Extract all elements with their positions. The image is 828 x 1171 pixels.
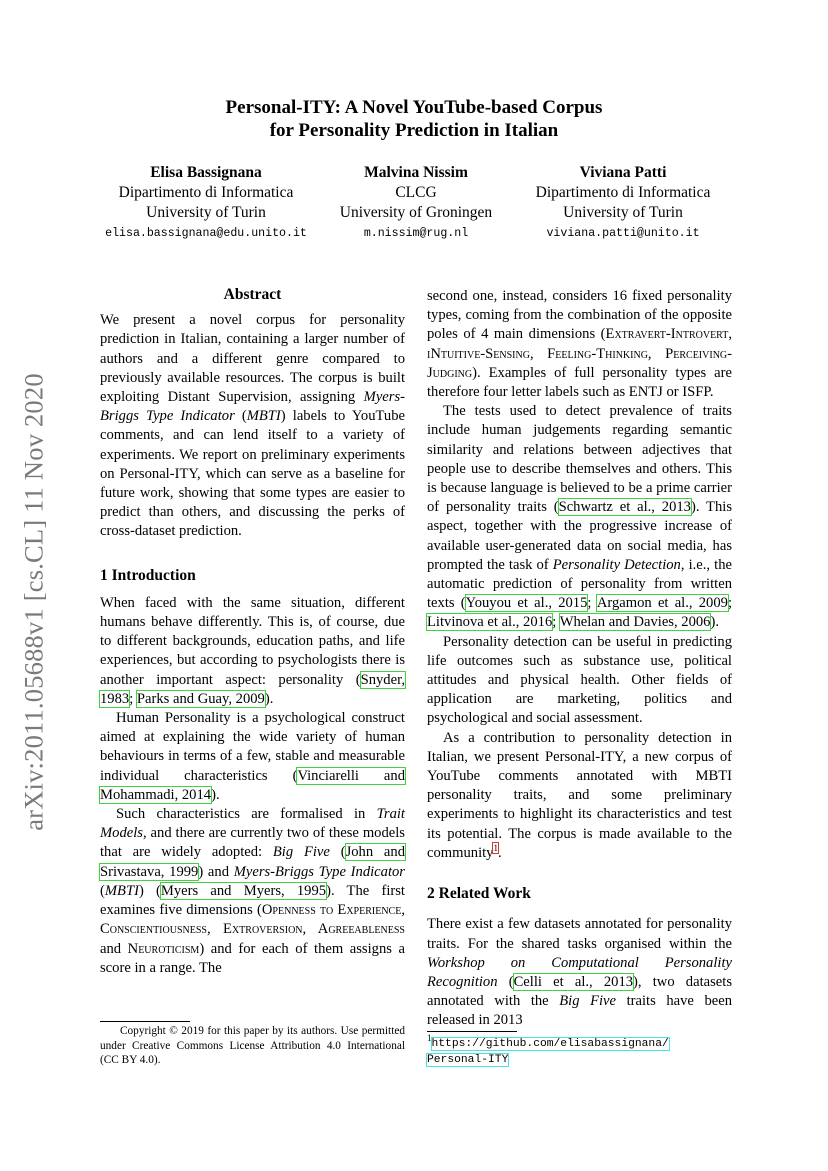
left-column [100, 285, 405, 978]
abstract-text: We present a novel corpus for personality prediction in Italian, containing a larger number of authors and a different genre compared to previously available resources. The corpus is built exploiting Distant Supervision, assigning Myers-Briggs Type Indicator (MBTI) labels to YouTube comments, and can lend itself to a variety of experiments. We report on preliminary experiments on Personal-ITY, which can serve as a baseline for future work, showing that some types are easier to predict than others, and discussing the perks of cross-dataset prediction. [100, 312, 405, 540]
author-1: Elisa Bassignana Dipartimento di Informatica University of Turin elisa.bassignana@edu.unito.it [105, 164, 307, 241]
footnote-rule [427, 1031, 517, 1032]
right-paragraph-1: second one, instead, considers 16 fixed personality types, coming from the combination of the opposite poles of 4 main dimensions (Extravert-Introvert, iNtuitive-Sensing, Feeling-Thinking, Perceiving-Judging). Examples of full personality types are therefore four letter labels such as ENTJ or ISFP. [427, 288, 732, 401]
github-url-link[interactable]: https://github.com/elisabassignana/ [431, 1038, 669, 1050]
citation-link[interactable]: John and Srivastava, 1999 [100, 844, 406, 880]
section-1-heading: 1 Introduction [100, 566, 196, 584]
related-work-paragraph: There exist a few datasets annotated for personality traits. For the shared tasks organised within the Workshop on Computational Personality Recognition (Celli et al., 2013), two datasets annotated with the Big Five traits have been released in 2013 [427, 916, 732, 1029]
footnote-link[interactable]: 1 [493, 843, 498, 854]
intro-paragraph-2: Human Personality is a psychological construct aimed at explaining the wide variety of human behaviours in terms of a few, stable and measurable individual characteristics (Vinciarelli and Mohammadi, 2014). [100, 710, 405, 803]
citation-link[interactable]: Youyou et al., 2015 [465, 595, 588, 612]
right-paragraph-2: The tests used to detect prevalence of traits include human judgements regarding semantic similarity and relations between adjectives that people use to describe themselves and others. This is because language is believed to be a prime carrier of personality traits (Schwartz et al., 2013). This aspect, together with the progressive increase of available user-generated data on social media, has prompted the task of Personality Detection, i.e., the automatic prediction of personality from written texts (Youyou et al., 2015; Argamon et al., 2009; Litvinova et al., 2016; Whelan and Davies, 2006). [427, 403, 733, 631]
citation-link[interactable]: Litvinova et al., 2016 [427, 614, 553, 631]
arxiv-identifier: arXiv:2011.05688v1 [cs.CL] 11 Nov 2020 [18, 373, 49, 831]
section-2-heading: 2 Related Work [427, 885, 531, 903]
copyright-footnote: Copyright © 2019 for this paper by its authors. Use permitted under Creative Commons License Attribution 4.0 International (CC BY 4.0). [100, 1025, 405, 1067]
citation-link[interactable]: Myers and Myers, 1995 [160, 882, 327, 899]
citation-link[interactable]: Celli et al., 2013 [513, 973, 634, 990]
footnote-rule [100, 1021, 190, 1022]
author-3: Viviana Patti Dipartimento di Informatica University of Turin viviana.patti@unito.it [535, 164, 711, 241]
author-2: Malvina Nissim CLCG University of Groningen m.nissim@rug.nl [339, 164, 493, 241]
citation-link[interactable]: Snyder, 1983 [100, 671, 405, 707]
intro-paragraph-3: Such characteristics are formalised in Trait Models, and there are currently two of these models that are widely adopted: Big Five (John and Srivastava, 1999) and Myers-Briggs Type Indicator (MBTI) (Myers and Myers, 1995). The first examines five dimensions (Openness to Experience, Conscientiousness, Extroversion, Agreeableness and Neuroticism) and for each of them assigns a score in a range. The [100, 806, 406, 976]
citation-link[interactable]: Parks and Guay, 2009 [136, 690, 265, 707]
intro-paragraph-1: When faced with the same situation, different humans behave differently. This is, of course, due to different backgrounds, education paths, and life experiences, but according to psychologists there is another important aspect: personality (Snyder, 1983; Parks and Guay, 2009). [100, 594, 405, 707]
abstract-heading: Abstract [223, 286, 282, 303]
right-paragraph-3: Personality detection can be useful in predicting life outcomes such as substance use, political attitudes and physical health. Other fields of application are marketing, politics and psychological and social assessment. [427, 633, 732, 727]
paper-title: Personal-ITY: A Novel YouTube-based Corpus for Personality Prediction in Italian [225, 97, 603, 141]
right-paragraph-4: As a contribution to personality detection in Italian, we present Personal-ITY, a new corpus of YouTube comments annotated with MBTI personality traits, and some preliminary experiments to highlight its characteristics and test its potential. The corpus is made available to the community$^1$. [427, 729, 732, 861]
citation-link[interactable]: Whelan and Davies, 2006 [559, 614, 711, 631]
citation-link[interactable]: Schwartz et al., 2013 [558, 499, 691, 516]
github-footnote: $^1$https://github.com/elisabassignana/ Personal-ITY [427, 1033, 669, 1066]
citation-link[interactable]: Argamon et al., 2009 [596, 595, 728, 612]
github-url-link[interactable]: Personal-ITY [427, 1053, 509, 1066]
citation-link[interactable]: Vinciarelli and Mohammadi, 2014 [100, 767, 405, 803]
right-column [427, 287, 732, 1031]
